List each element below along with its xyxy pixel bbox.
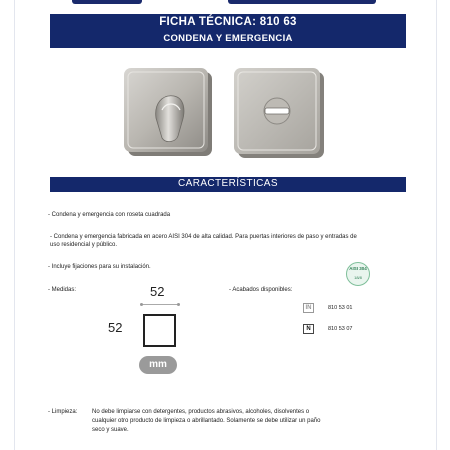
unit-badge: mm <box>139 356 177 374</box>
header-bar <box>50 14 406 48</box>
finishes-label: - Acabados disponibles: <box>229 287 293 293</box>
product-image <box>122 66 328 164</box>
emergency-rosette <box>234 68 324 158</box>
page-title: FICHA TÉCNICA: 810 63 <box>159 16 297 28</box>
feature-line-2a: - Condena y emergencia fabricada en acero AISI 304 de alta calidad. Para puertas interiores de paso y entradas de <box>50 234 357 240</box>
cleaning-line-2: cualquier otro producto de limpieza o abrillantado. Solamente se debe utilizar un paño <box>92 418 321 424</box>
aisi-badge-bottom: 18/8 <box>354 275 362 280</box>
top-tab-left <box>72 0 142 4</box>
finish-code-1: 810 53 01 <box>328 305 353 311</box>
feature-line-1: - Condena y emergencia con roseta cuadrada <box>48 212 171 218</box>
feature-line-3: - Incluye fijaciones para su instalación. <box>48 264 151 270</box>
cleaning-label: - Limpieza: <box>48 409 78 415</box>
page-subtitle: CONDENA Y EMERGENCIA <box>163 33 293 44</box>
dimension-tick-right <box>177 303 180 306</box>
section-bar <box>50 177 406 192</box>
cleaning-line-1: No debe limpiarse con detergentes, productos abrasivos, alcoholes, disolventes o <box>92 409 310 415</box>
cleaning-line-3: seco y suave. <box>92 427 129 433</box>
width-dimension-line <box>141 304 179 305</box>
finish-inox-icon: IN <box>303 303 314 313</box>
right-border <box>436 0 437 450</box>
measures-label: - Medidas: <box>48 287 77 293</box>
aisi-304-badge <box>346 262 370 286</box>
aisi-badge-top: AISI 304 <box>349 266 367 271</box>
thumbturn-rosette <box>124 68 212 156</box>
width-dimension: 52 <box>150 284 165 299</box>
left-border <box>14 0 15 450</box>
finish-black-icon: N <box>303 324 314 334</box>
section-title: CARACTERÍSTICAS <box>178 178 278 189</box>
top-tab-right <box>228 0 376 4</box>
dimension-square <box>143 314 176 347</box>
finish-code-2: 810 53 07 <box>328 326 353 332</box>
feature-line-2b: uso residencial y público. <box>50 242 118 248</box>
dimension-tick-left <box>140 303 143 306</box>
height-dimension: 52 <box>108 320 123 335</box>
